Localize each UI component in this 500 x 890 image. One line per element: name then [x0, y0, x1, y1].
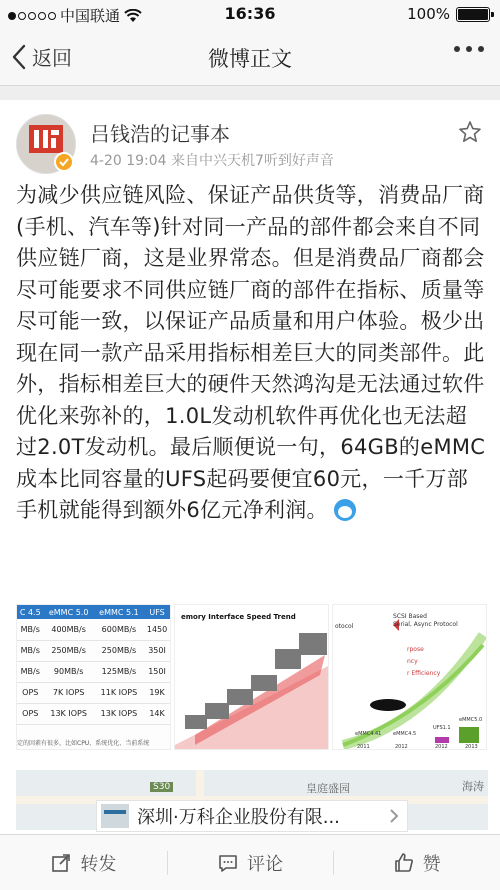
road-badge: S30 — [150, 782, 173, 792]
table-cell: 250MB/s — [44, 640, 94, 661]
speed-trend-graphic — [175, 605, 329, 750]
location-name: 深圳·万科企业股份有限... — [137, 807, 340, 828]
thumbs-up-icon — [393, 852, 415, 874]
svg-text:r Efficiency: r Efficiency — [407, 670, 441, 677]
table-row — [17, 640, 170, 661]
repost-button[interactable] — [0, 835, 167, 890]
battery — [407, 5, 490, 23]
table-cell: 14K — [144, 703, 170, 724]
year-label: 2012 — [435, 744, 448, 750]
table-cell: 90MB/s — [44, 661, 94, 682]
avatar-logo — [29, 125, 63, 153]
table-cell: 13K IOPS — [44, 703, 94, 724]
post-body — [16, 180, 488, 527]
carrier-name: 中国联通 — [60, 7, 121, 25]
trend-title: emory Interface Speed Trend — [181, 613, 296, 621]
table-cell: OPS — [17, 703, 44, 724]
comment-button[interactable] — [167, 835, 334, 890]
year-label: 2011 — [357, 744, 370, 750]
table-cell: 19K — [144, 682, 170, 703]
bar-label: eMMC4.41 — [355, 731, 382, 737]
table-cell: MB/s — [17, 640, 44, 661]
post-text-continued: 成本比同容量的UFS起码要便宜60元，一千万部手机就能得到额外6亿元净利润。 — [16, 466, 469, 522]
table-cell: 150I — [144, 661, 170, 682]
map-poi: 海涛 — [462, 780, 484, 793]
year-label: 2012 — [395, 744, 408, 750]
table-header: eMMC 5.0 — [44, 605, 94, 619]
comment-icon — [217, 852, 239, 874]
repost-icon — [50, 852, 72, 874]
year-label: 2013 — [465, 744, 478, 750]
battery-percent: 100% — [407, 5, 450, 23]
location-card[interactable] — [96, 800, 408, 832]
bar-label: eMMC5.0 — [459, 717, 483, 723]
serial-left-label: otocol — [335, 623, 354, 630]
spec-table-image[interactable] — [16, 604, 171, 750]
serial-title: SCSI Based — [393, 613, 427, 620]
table-cell: 7K IOPS — [44, 682, 94, 703]
author-name[interactable]: 吕钱浩的记事本 — [90, 122, 230, 146]
nav-bar — [0, 30, 500, 86]
protocol-chart-image[interactable] — [332, 604, 487, 750]
table-header: C 4.5 — [17, 605, 44, 619]
back-label: 返回 — [32, 46, 72, 70]
comment-label: 评论 — [247, 853, 283, 875]
svg-text:rpose: rpose — [407, 646, 424, 653]
location-thumbnail — [101, 804, 129, 828]
like-button[interactable] — [333, 835, 500, 890]
table-header: UFS — [144, 605, 170, 619]
map-poi: 皇庭盛园 — [306, 782, 350, 795]
table-cell: OPS — [17, 682, 44, 703]
star-icon[interactable] — [458, 120, 482, 144]
bar-label: eMMC4.5 — [393, 731, 417, 737]
table-row — [17, 619, 170, 640]
spec-table — [17, 605, 170, 725]
speed-trend-image[interactable] — [174, 604, 329, 750]
table-cell: 125MB/s — [94, 661, 144, 682]
table-footnote: 定的因素有很多，比如CPU、系统优化、当前系统 — [17, 740, 150, 747]
table-cell: 350I — [144, 640, 170, 661]
separator — [0, 86, 500, 100]
post-text: 为减少供应链风险、保证产品供货等，消费品厂商(手机、汽车等)针对同一产品的部件都会来自不同供应链厂商，这是业界常态。但是消费品厂商都会尽可能要求不同供应链厂商的部件在指标、质量等尽可能一致，以保证产品质量和用户体验。极少出现在同一款产品采用指标相差巨大的同类部件。此外，指标相差巨大的硬件天然鸿沟是无法通过软件优化来弥补的，1.0L发动机软件再优化也无法超过2.0T发动机。最后顺便说一句，64GB的eMMC — [16, 183, 486, 459]
table-header: eMMC 5.1 — [94, 605, 144, 619]
table-cell: 11K IOPS — [94, 682, 144, 703]
table-cell: MB/s — [17, 661, 44, 682]
svg-text:ncy: ncy — [407, 658, 418, 665]
table-cell: 400MB/s — [44, 619, 94, 640]
clock: 16:36 — [224, 4, 276, 23]
repost-label: 转发 — [80, 853, 117, 875]
chevron-right-icon — [389, 808, 399, 824]
bar-label: UFS1.1 — [433, 725, 451, 731]
serial-subtitle: Serial, Async Protocol — [393, 621, 458, 628]
table-row — [17, 661, 170, 682]
table-cell: 1450 — [144, 619, 170, 640]
table-cell: 250MB/s — [94, 640, 144, 661]
table-cell: MB/s — [17, 619, 44, 640]
verified-badge-icon — [54, 152, 74, 172]
table-row — [17, 703, 170, 724]
doraemon-emoji-icon — [334, 499, 356, 521]
table-cell: 13K IOPS — [94, 703, 144, 724]
status-bar — [0, 0, 500, 30]
image-gallery — [16, 604, 488, 750]
battery-icon — [456, 7, 490, 22]
more-icon[interactable] — [454, 46, 484, 52]
action-toolbar — [0, 834, 500, 890]
table-row — [17, 682, 170, 703]
page-title: 微博正文 — [208, 47, 292, 71]
post-meta: 4-20 19:04 来自中兴天机7听到好声音 — [90, 153, 334, 169]
table-cell: 600MB/s — [94, 619, 144, 640]
like-label: 赞 — [422, 853, 441, 875]
